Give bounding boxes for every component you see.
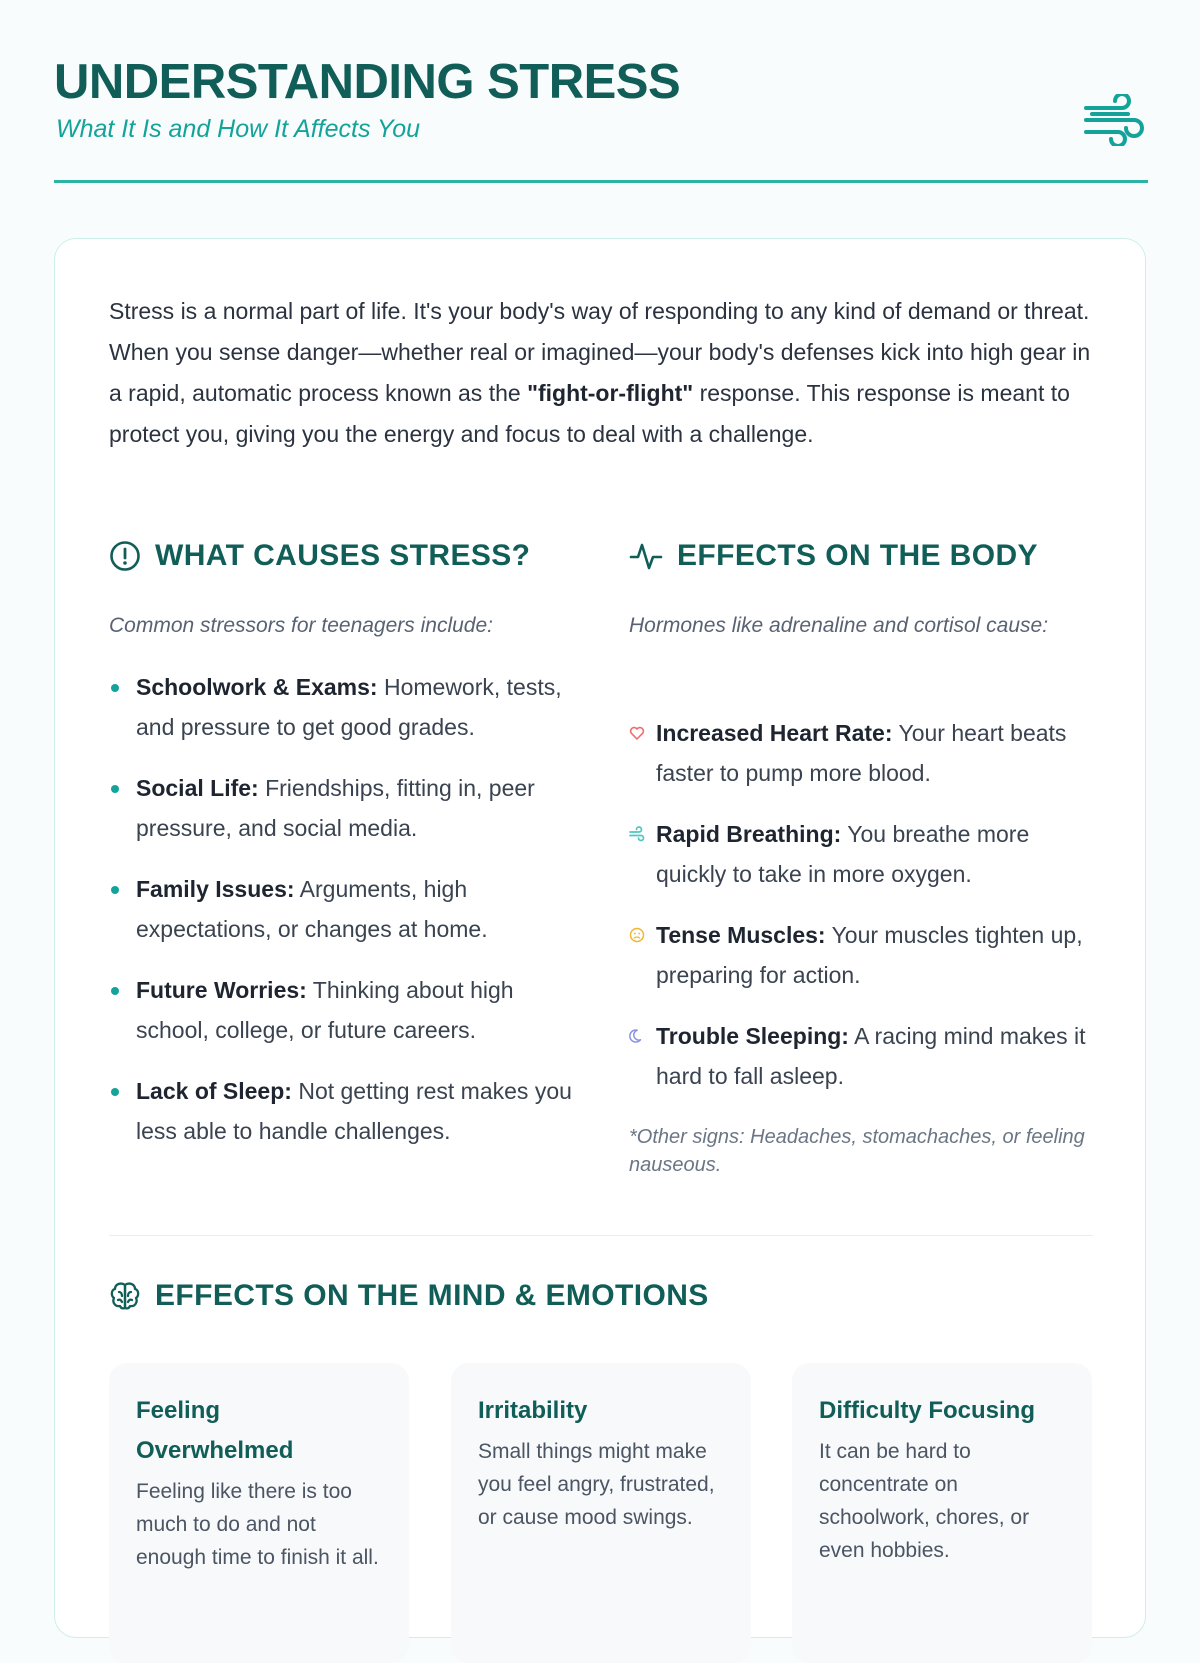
item-text: Your heart beats faster to pump more blood. bbox=[656, 720, 1067, 786]
mind-card-title: Difficulty Focusing bbox=[819, 1397, 1035, 1424]
mind-card bbox=[451, 1363, 751, 1663]
item-text: Thinking about high school, college, or future careers. bbox=[136, 977, 514, 1043]
page-header bbox=[54, 52, 1148, 144]
list-item bbox=[109, 869, 579, 949]
section-divider bbox=[109, 1235, 1093, 1236]
pulse-icon bbox=[629, 540, 663, 572]
page-subtitle: What It Is and How It Affects You bbox=[56, 115, 421, 143]
bullet-dot bbox=[111, 785, 119, 793]
causes-heading-text: WHAT CAUSES STRESS? bbox=[155, 539, 531, 572]
mind-card-title: Irritability bbox=[478, 1397, 588, 1424]
mind-card bbox=[109, 1363, 409, 1663]
item-text: Homework, tests, and pressure to get good grades. bbox=[136, 674, 562, 740]
lungs-icon bbox=[629, 826, 645, 842]
body-effects-heading-text: EFFECTS ON THE BODY bbox=[677, 539, 1038, 572]
list-item bbox=[629, 1016, 1089, 1096]
item-label: Tense Muscles: bbox=[656, 922, 826, 948]
list-item bbox=[109, 1071, 579, 1151]
item-text: Your muscles tighten up, preparing for action. bbox=[656, 922, 1083, 988]
item-label: Future Worries: bbox=[136, 977, 307, 1003]
page-title: UNDERSTANDING STRESS bbox=[54, 55, 681, 109]
item-label: Increased Heart Rate: bbox=[656, 720, 893, 746]
body-effects-list bbox=[629, 713, 1089, 1117]
mind-card-text: It can be hard to concentrate on schoolwork, chores, or even hobbies. bbox=[819, 1440, 1030, 1562]
item-label: Schoolwork & Exams: bbox=[136, 674, 378, 700]
list-item bbox=[109, 768, 579, 848]
bullet-dot bbox=[111, 1088, 119, 1096]
intro-emphasis: "fight-or-flight" bbox=[527, 380, 694, 406]
alert-circle-icon bbox=[109, 540, 141, 572]
content-card bbox=[54, 238, 1146, 1638]
causes-heading bbox=[109, 539, 530, 573]
list-item bbox=[109, 970, 579, 1050]
causes-note: Common stressors for teenagers include: bbox=[109, 614, 493, 637]
wind-icon bbox=[1084, 94, 1148, 146]
other-signs-note: *Other signs: Headaches, stomachaches, or feeling nauseous. bbox=[629, 1126, 1085, 1176]
intro-paragraph bbox=[109, 291, 1099, 455]
item-label: Trouble Sleeping: bbox=[656, 1023, 849, 1049]
bullet-dot bbox=[111, 684, 119, 692]
list-item bbox=[629, 814, 1089, 894]
bullet-dot bbox=[111, 886, 119, 894]
intro-text-start: Stress is a normal part of life. It's your body's way of responding to any kind of demand or threat. When you sense danger—whether real or imagined—your body's defenses kick into high gear in a rapid, automatic process known as the bbox=[109, 298, 1091, 406]
mind-card bbox=[792, 1363, 1092, 1663]
item-text: A racing mind makes it hard to fall asleep. bbox=[656, 1023, 1086, 1089]
moon-icon bbox=[629, 1028, 645, 1044]
item-label: Lack of Sleep: bbox=[136, 1078, 292, 1104]
item-label: Family Issues: bbox=[136, 876, 295, 902]
intro-text-end: response. This response is meant to protect you, giving you the energy and focus to deal with a challenge. bbox=[109, 380, 1070, 447]
mind-card-title: Feeling Overwhelmed bbox=[136, 1397, 294, 1464]
heart-icon bbox=[629, 725, 645, 741]
item-text: Friendships, fitting in, peer pressure, and social media. bbox=[136, 775, 535, 841]
mind-card-text: Feeling like there is too much to do and not enough time to finish it all. bbox=[136, 1480, 379, 1569]
list-item bbox=[629, 915, 1089, 995]
list-item bbox=[109, 667, 579, 747]
brain-icon bbox=[109, 1280, 141, 1312]
item-label: Social Life: bbox=[136, 775, 259, 801]
item-text: Arguments, high expectations, or changes at home. bbox=[136, 876, 488, 942]
item-text: You breathe more quickly to take in more oxygen. bbox=[656, 821, 1030, 887]
bullet-dot bbox=[111, 987, 119, 995]
item-label: Rapid Breathing: bbox=[656, 821, 842, 847]
causes-list bbox=[109, 667, 579, 1172]
tense-face-icon bbox=[629, 927, 645, 943]
body-effects-heading bbox=[629, 539, 1038, 573]
mind-card-text: Small things might make you feel angry, frustrated, or cause mood swings. bbox=[478, 1440, 715, 1529]
item-text: Not getting rest makes you less able to handle challenges. bbox=[136, 1078, 572, 1144]
mind-heading-text: EFFECTS ON THE MIND & EMOTIONS bbox=[155, 1279, 709, 1312]
list-item bbox=[629, 713, 1089, 793]
mind-heading bbox=[109, 1279, 709, 1313]
header-divider bbox=[54, 180, 1148, 183]
body-effects-note: Hormones like adrenaline and cortisol cause: bbox=[629, 614, 1049, 637]
